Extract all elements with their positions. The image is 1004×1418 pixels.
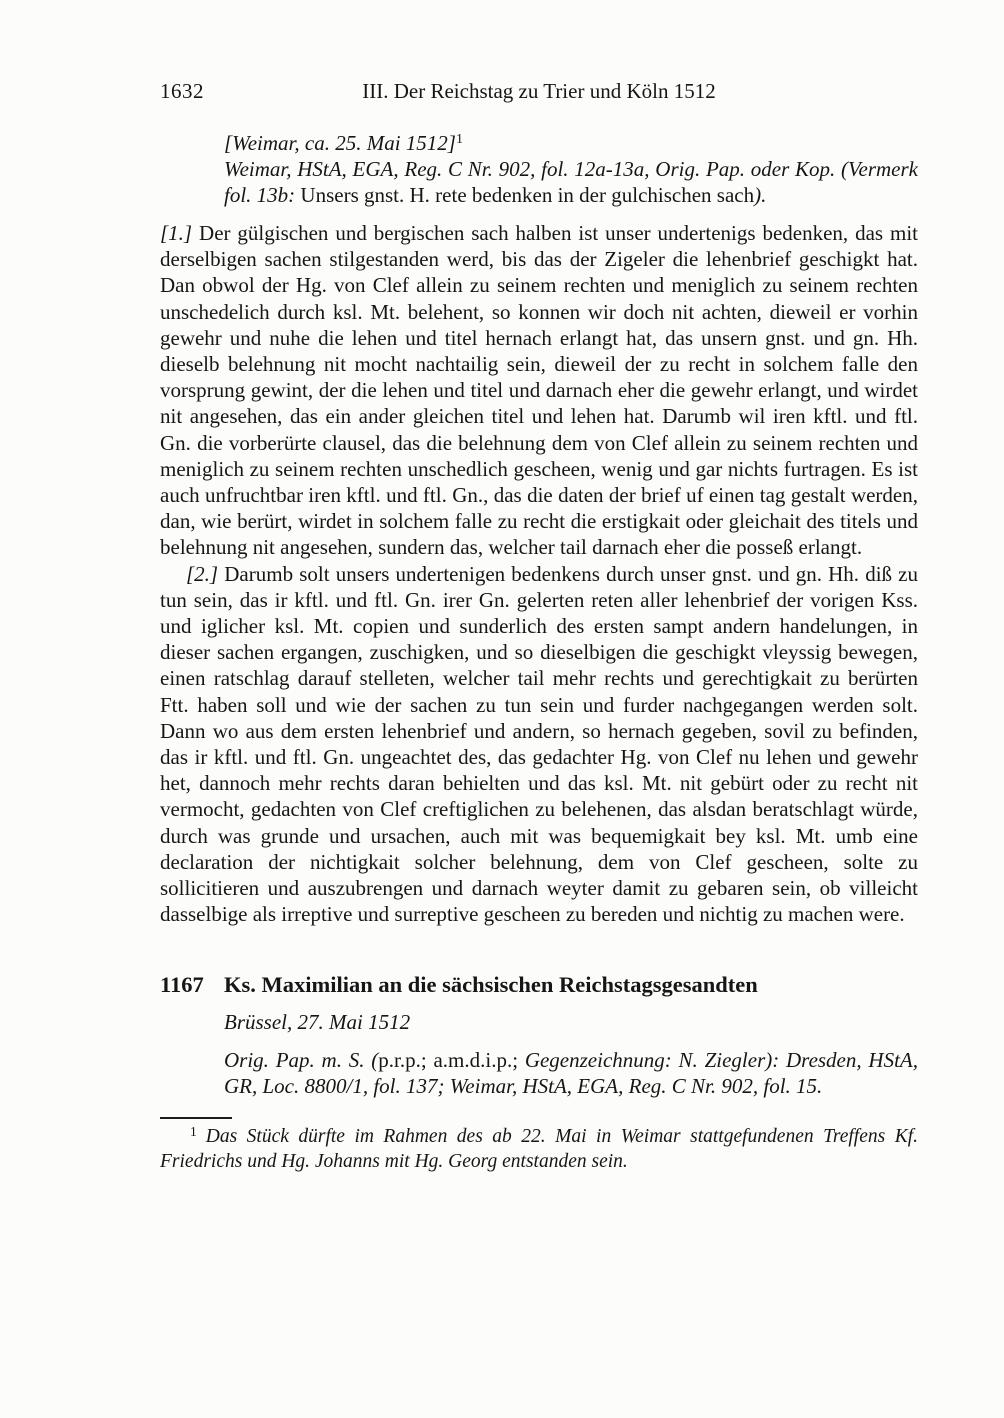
source-note-roman: Unsers gnst. H. rete bedenken in der gulchischen sach: [295, 183, 755, 207]
entry-heading: [160, 971, 918, 999]
entry-1167-source-note: [224, 1047, 918, 1099]
running-header: [160, 78, 918, 104]
footnote-separator-rule: [160, 1117, 232, 1119]
entry-dateline: [224, 130, 918, 156]
footnote-1-marker: 1: [190, 1124, 197, 1140]
footnote-1: [160, 1124, 918, 1174]
entry-1167-source-roman: p.r.p.; a.m.d.i.p.;: [378, 1048, 519, 1073]
entry-title: Ks. Maximilian an die sächsischen Reichstagsgesandten: [224, 972, 758, 998]
entry-1167-dateline: Brüssel, 27. Mai 1512: [224, 1010, 411, 1035]
running-head-title: III. Der Reichstag zu Trier und Köln 1512: [362, 79, 716, 103]
page-number: 1632: [160, 79, 204, 103]
source-note: [224, 156, 918, 208]
paragraph-1: [160, 220, 918, 561]
footnote-block: [160, 1117, 918, 1174]
footnote-reference: 1: [455, 132, 463, 147]
entry-1167-source-italic-b: Gegenzeichnung: N. Ziegler): Dresden, HStA, GR, Loc. 8800/1, fol. 137; Weimar, HStA, EGA, Reg. C Nr. 902, fol. 15.: [224, 1048, 918, 1099]
entry-number: 1167: [160, 972, 204, 998]
dateline-text: [Weimar, ca. 25. Mai 1512]: [224, 131, 456, 155]
paragraph-2: [160, 561, 918, 928]
paragraph-1-marker: [1.]: [160, 221, 193, 245]
source-note-italic-b: ).: [754, 183, 767, 207]
paragraph-1-text: Der gülgischen und bergischen sach halben ist unser undertenigs bedenken, das mit derselbigen sachen stilgestanden werd, bis das der Zigeler die lehenbrief geschigkt hat. Dan obwol der Hg. von Clef allein zu seinem rechten und meniglich zu seinem rechten unschedelich durch ksl. Mt. belehent, so konnen wir doch nit achten, dieweil er vorhin gewehr und nuhe die lehen und titel hernach erlangt hat, das unsern gnst. und gn. Hh. dieselb belehnung nit mocht nachtailig sein, dieweil der zu recht in solchem falle den vorsprung gewint, der die lehen und titel und darnach eher die gewehr erlangt, und wirdet nit angesehen, das ein ander gleichen titel und lehen hat. Darumb wil iren kftl. und ftl. Gn. die vorberürte clausel, das die belehnung dem von Clef allein zu seinem rechten und meniglich zu seinem rechten unschedlich gescheen, wenig und gar nichts furtragen. Es ist auch unfruchtbar iren kftl. und ftl. Gn., das die daten der brief uf einen tag gestalt werden, dan, wie berürt, wirdet in solchem falle zu recht die erstigkait oder gleichait des titels und belehnung nit angesehen, sundern das, welcher tail darnach eher die posseß erlangt.: [160, 221, 918, 560]
paragraph-2-text: Darumb solt unsers undertenigen bedenkens durch unser gnst. und gn. Hh. diß zu tun sein, das ir kftl. und ftl. Gn. irer Gn. gelerten reten aller lehenbrief der vorigen Kss. und iglicher ksl. Mt. copien und sunderlich des ersten sampt andern handelungen, in dieser sachen ergangen, zuschigken, und so dieselbigen die geschigkt vleyssig bewegen, einen ratschlag darauf stelleten, welcher tail mehr rechts und gerechtigkait zu berürten Ftt. haben soll und wie der sachen zu tun sein und furder nachgegangen werden solt. Dann wo aus dem ersten lehenbrief und andern, so hernach gegeben, sovil zu befinden, das ir kftl. und ftl. Gn. ungeachtet des, das gedachter Hg. von Clef nu lehen und gewehr het, dannoch mehr rechts daran behielten und das ksl. Mt. nit gebürt oder zu recht nit vermocht, gedachten von Clef creftiglichen zu belehenen, das alsdan beratschlagt würde, durch was grunde und ursachen, auch mit was bequemigkait bey ksl. Mt. umb eine declaration der nichtigkait solcher belehnung, dem von Clef gescheen, solte zu sollicitieren und auszubrengen und darnach weyter damit zu gebaren sein, ob villeicht dasselbige als irreptive und surreptive gescheen zu bereden und nichtig zu machen were.: [160, 561, 918, 927]
paragraph-2-marker: [2.]: [186, 561, 219, 586]
footnote-1-text: Das Stück dürfte im Rahmen des ab 22. Mai in Weimar stattgefundenen Treffens Kf. Friedrichs und Hg. Johanns mit Hg. Georg entstanden sein.: [160, 1126, 918, 1173]
document-entry-1167: [160, 971, 918, 1099]
entry-1167-source-italic-a: Orig. Pap. m. S. (: [224, 1048, 379, 1073]
source-note-italic-a: Weimar, HStA, EGA, Reg. C Nr. 902, fol. 12a-13a, Orig. Pap. oder Kop. (Vermerk fol. 13b:: [224, 157, 918, 207]
document-entry-continued: [160, 130, 918, 927]
